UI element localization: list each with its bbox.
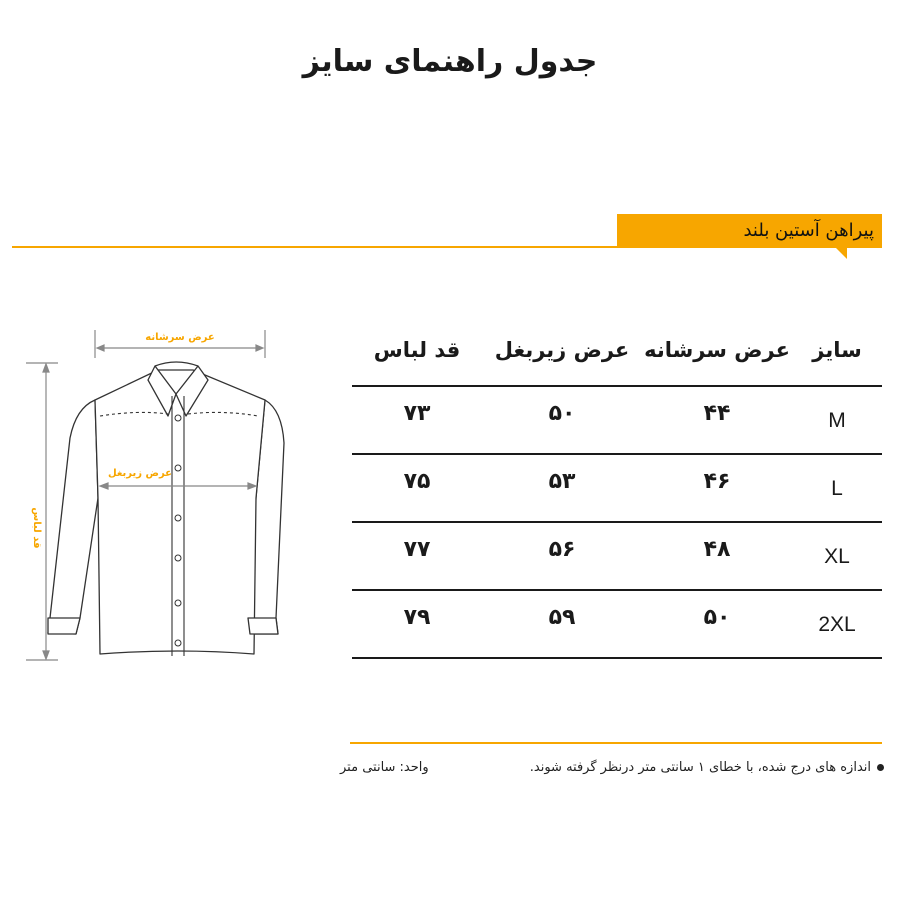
cell-shoulder: ۴۶ (703, 469, 731, 494)
cell-shoulder: ۴۸ (703, 537, 731, 562)
cell-length: ۷۹ (403, 605, 431, 630)
cell-length: ۷۷ (403, 537, 431, 562)
button (175, 415, 181, 421)
shirt-body (95, 370, 265, 654)
header-size: سایز (812, 338, 862, 362)
table-header (352, 322, 882, 387)
button (175, 600, 181, 606)
notes-divider (350, 742, 882, 744)
page-title: جدول راهنمای سایز (302, 44, 598, 79)
left-sleeve (48, 400, 98, 634)
length-arrow-bottom (43, 651, 49, 659)
bullet-icon (877, 764, 884, 771)
header-chest: عرض زیربغل (494, 338, 630, 362)
left-cuff (48, 618, 80, 634)
button (175, 515, 181, 521)
cell-chest: ۵۶ (548, 537, 576, 562)
cell-size: 2XL (818, 613, 856, 636)
table-row (352, 455, 882, 523)
table-row (352, 387, 882, 455)
shirt-diagram (18, 318, 288, 668)
cell-size: L (831, 477, 843, 500)
button (175, 555, 181, 561)
cell-chest: ۵۰ (548, 401, 576, 426)
length-arrow-top (43, 364, 49, 372)
table-row (352, 523, 882, 591)
collar-band (155, 362, 198, 366)
tolerance-text: اندازه های درج شده، با خطای ۱ سانتی متر درنظر گرفته شوند. (529, 760, 871, 775)
cell-size: M (828, 409, 846, 432)
tag-notch (835, 247, 847, 259)
cell-size: XL (824, 545, 850, 568)
unit-note: واحد: سانتی متر (340, 760, 429, 775)
cell-length: ۷۵ (403, 469, 431, 494)
chest-label: عرض زیربغل (107, 468, 173, 479)
button (175, 465, 181, 471)
tolerance-note (530, 760, 884, 775)
button (175, 640, 181, 646)
cell-chest: ۵۹ (548, 605, 576, 630)
table-row (352, 591, 882, 659)
cell-shoulder: ۵۰ (703, 605, 731, 630)
length-label: قد لباس (31, 507, 42, 549)
cell-length: ۷۳ (403, 401, 431, 426)
shoulder-arrow-left (97, 345, 104, 351)
section-tag (617, 214, 882, 247)
header-length: قد لباس (373, 338, 461, 362)
right-cuff (248, 618, 278, 634)
cell-shoulder: ۴۴ (703, 401, 731, 426)
shoulder-label: عرض سرشانه (145, 332, 215, 343)
shoulder-arrow-right (256, 345, 263, 351)
cell-chest: ۵۳ (548, 469, 576, 494)
size-table (352, 322, 882, 659)
header-shoulder: عرض سرشانه (644, 338, 790, 362)
section-label: پیراهن آستین بلند (743, 220, 874, 241)
notes (340, 760, 884, 784)
